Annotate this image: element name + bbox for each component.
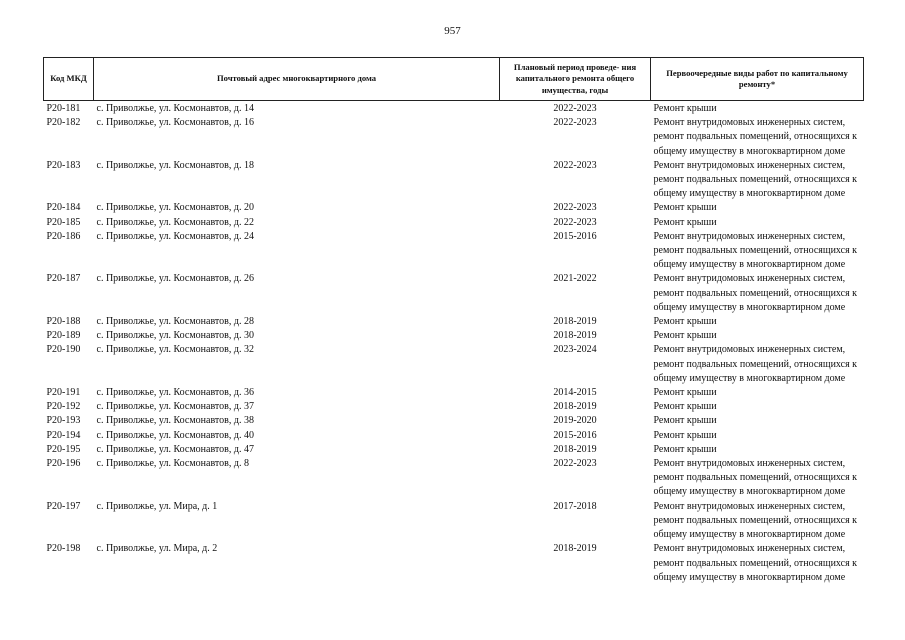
repair-work-line: Ремонт крыши bbox=[653, 103, 717, 114]
repair-work-line: ремонт подвальных помещений, относящихся к bbox=[653, 514, 858, 526]
building-address: с. Приволжье, ул. Космонавтов, д. 16 bbox=[96, 117, 254, 129]
repair-work-line: Ремонт крыши bbox=[653, 415, 717, 427]
building-address: с. Приволжье, ул. Космонавтов, д. 14 bbox=[96, 103, 254, 114]
repair-works bbox=[651, 315, 864, 329]
building-code: Р20-198 bbox=[46, 543, 81, 555]
building-code: Р20-183 bbox=[46, 159, 81, 171]
building-address: с. Приволжье, ул. Космонавтов, д. 47 bbox=[96, 443, 254, 455]
repair-works bbox=[651, 400, 864, 414]
repair-works bbox=[651, 429, 864, 443]
building-address: с. Приволжье, ул. Мира, д. 1 bbox=[96, 500, 218, 512]
building-code: Р20-192 bbox=[46, 401, 81, 413]
header-code: Код МКД bbox=[44, 58, 94, 101]
building-address: с. Приволжье, ул. Космонавтов, д. 24 bbox=[96, 230, 254, 242]
building-code: Р20-196 bbox=[46, 458, 81, 470]
repair-period: 2018-2019 bbox=[553, 543, 597, 555]
repair-work-line: общему имуществу в многоквартирном доме bbox=[653, 372, 846, 384]
building-address: с. Приволжье, ул. Космонавтов, д. 28 bbox=[96, 316, 254, 328]
repair-work-line: Ремонт внутридомовых инженерных систем, bbox=[653, 230, 846, 242]
repair-works bbox=[651, 329, 864, 343]
building-code: Р20-193 bbox=[46, 415, 81, 427]
repair-work-line: Ремонт крыши bbox=[653, 316, 717, 328]
table-row bbox=[44, 201, 864, 215]
building-code: Р20-197 bbox=[46, 500, 81, 512]
repair-work-line: Ремонт крыши bbox=[653, 216, 717, 228]
repair-period: 2018-2019 bbox=[553, 443, 597, 455]
building-address: с. Приволжье, ул. Космонавтов, д. 40 bbox=[96, 429, 254, 441]
repair-period: 2018-2019 bbox=[553, 330, 597, 342]
repair-work-line: Ремонт внутридомовых инженерных систем, bbox=[653, 159, 846, 171]
repair-work-line: Ремонт внутридомовых инженерных систем, bbox=[653, 273, 846, 285]
header-period: Плановый период проведе- ния капитального ремонта общего имущества, годы bbox=[500, 58, 651, 101]
repair-period: 2021-2022 bbox=[553, 273, 597, 285]
building-address: с. Приволжье, ул. Космонавтов, д. 32 bbox=[96, 344, 254, 356]
building-code: Р20-187 bbox=[46, 273, 81, 285]
repair-work-line: Ремонт крыши bbox=[653, 387, 717, 399]
repair-period: 2022-2023 bbox=[553, 103, 597, 114]
repair-work-line: общему имуществу в многоквартирном доме bbox=[653, 145, 846, 157]
repair-period: 2014-2015 bbox=[553, 387, 597, 399]
repair-period: 2017-2018 bbox=[553, 500, 597, 512]
header-works: Первоочередные виды работ по капитальному ремонту* bbox=[651, 58, 864, 101]
building-address: с. Приволжье, ул. Космонавтов, д. 38 bbox=[96, 415, 254, 427]
repair-period: 2019-2020 bbox=[553, 415, 597, 427]
building-address: с. Приволжье, ул. Космонавтов, д. 30 bbox=[96, 330, 254, 342]
building-code: Р20-185 bbox=[46, 216, 81, 228]
building-address: с. Приволжье, ул. Космонавтов, д. 18 bbox=[96, 159, 254, 171]
repair-work-line: ремонт подвальных помещений, относящихся к bbox=[653, 287, 858, 299]
table-row bbox=[44, 542, 864, 585]
repair-period: 2023-2024 bbox=[553, 344, 597, 356]
repair-work-line: Ремонт внутридомовых инженерных систем, bbox=[653, 543, 846, 555]
repair-work-line: Ремонт крыши bbox=[653, 330, 717, 342]
building-address: с. Приволжье, ул. Космонавтов, д. 20 bbox=[96, 202, 254, 214]
repair-work-line: общему имуществу в многоквартирном доме bbox=[653, 486, 846, 498]
building-code: Р20-194 bbox=[46, 429, 81, 441]
repair-work-line: Ремонт крыши bbox=[653, 401, 717, 413]
building-code: Р20-195 bbox=[46, 443, 81, 455]
table-row bbox=[44, 230, 864, 273]
table-row bbox=[44, 315, 864, 329]
repair-work-line: Ремонт внутридомовых инженерных систем, bbox=[653, 500, 846, 512]
building-code: Р20-181 bbox=[46, 103, 81, 114]
table-row bbox=[44, 116, 864, 159]
building-repair-table bbox=[43, 57, 864, 585]
repair-work-line: общему имуществу в многоквартирном доме bbox=[653, 188, 846, 200]
table-row bbox=[44, 216, 864, 230]
repair-works bbox=[651, 272, 864, 315]
table-row bbox=[44, 400, 864, 414]
table-header bbox=[44, 58, 864, 101]
repair-works bbox=[651, 159, 864, 202]
repair-works bbox=[651, 414, 864, 428]
repair-works bbox=[651, 216, 864, 230]
repair-works bbox=[651, 500, 864, 543]
building-address: с. Приволжье, ул. Космонавтов, д. 37 bbox=[96, 401, 254, 413]
table-row bbox=[44, 429, 864, 443]
page-number: 957 bbox=[444, 25, 461, 37]
building-code: Р20-186 bbox=[46, 230, 81, 242]
building-code: Р20-189 bbox=[46, 330, 81, 342]
table-row bbox=[44, 457, 864, 500]
building-address: с. Приволжье, ул. Космонавтов, д. 36 bbox=[96, 387, 254, 399]
repair-period: 2015-2016 bbox=[553, 230, 597, 242]
building-address: с. Приволжье, ул. Мира, д. 2 bbox=[96, 543, 218, 555]
repair-work-line: Ремонт крыши bbox=[653, 429, 717, 441]
repair-works bbox=[651, 201, 864, 215]
repair-work-line: общему имуществу в многоквартирном доме bbox=[653, 529, 846, 541]
repair-works bbox=[651, 101, 864, 117]
table-row bbox=[44, 343, 864, 386]
building-address: с. Приволжье, ул. Космонавтов, д. 22 bbox=[96, 216, 254, 228]
repair-work-line: ремонт подвальных помещений, относящихся к bbox=[653, 472, 858, 484]
repair-work-line: общему имуществу в многоквартирном доме bbox=[653, 301, 846, 313]
repair-work-line: ремонт подвальных помещений, относящихся к bbox=[653, 358, 858, 370]
table-row bbox=[44, 101, 864, 117]
building-address: с. Приволжье, ул. Космонавтов, д. 8 bbox=[96, 458, 249, 470]
header-address: Почтовый адрес многоквартирного дома bbox=[94, 58, 500, 101]
table-row bbox=[44, 329, 864, 343]
repair-works bbox=[651, 542, 864, 585]
repair-period: 2022-2023 bbox=[553, 117, 597, 129]
table-row bbox=[44, 443, 864, 457]
building-code: Р20-188 bbox=[46, 316, 81, 328]
building-address: с. Приволжье, ул. Космонавтов, д. 26 bbox=[96, 273, 254, 285]
repair-period: 2022-2023 bbox=[553, 216, 597, 228]
repair-work-line: Ремонт внутридомовых инженерных систем, bbox=[653, 458, 846, 470]
repair-works bbox=[651, 343, 864, 386]
repair-works bbox=[651, 457, 864, 500]
repair-period: 2022-2023 bbox=[553, 159, 597, 171]
repair-work-line: общему имуществу в многоквартирном доме bbox=[653, 259, 846, 271]
building-code: Р20-182 bbox=[46, 117, 81, 129]
repair-work-line: Ремонт крыши bbox=[653, 443, 717, 455]
repair-work-line: Ремонт крыши bbox=[653, 202, 717, 214]
table-row bbox=[44, 414, 864, 428]
building-code: Р20-190 bbox=[46, 344, 81, 356]
repair-work-line: общему имуществу в многоквартирном доме bbox=[653, 571, 846, 583]
table-row bbox=[44, 272, 864, 315]
repair-work-line: Ремонт внутридомовых инженерных систем, bbox=[653, 344, 846, 356]
repair-works bbox=[651, 116, 864, 159]
repair-period: 2018-2019 bbox=[553, 316, 597, 328]
repair-works bbox=[651, 443, 864, 457]
table-row bbox=[44, 386, 864, 400]
repair-period: 2018-2019 bbox=[553, 401, 597, 413]
table-row bbox=[44, 500, 864, 543]
repair-works bbox=[651, 386, 864, 400]
repair-work-line: ремонт подвальных помещений, относящихся к bbox=[653, 557, 858, 569]
header-row bbox=[44, 58, 864, 101]
building-code: Р20-184 bbox=[46, 202, 81, 214]
table-body bbox=[44, 101, 864, 585]
repair-period: 2022-2023 bbox=[553, 202, 597, 214]
building-code: Р20-191 bbox=[46, 387, 81, 399]
repair-work-line: ремонт подвальных помещений, относящихся к bbox=[653, 131, 858, 143]
repair-period: 2022-2023 bbox=[553, 458, 597, 470]
repair-work-line: ремонт подвальных помещений, относящихся к bbox=[653, 174, 858, 186]
repair-period: 2015-2016 bbox=[553, 429, 597, 441]
table-row bbox=[44, 159, 864, 202]
repair-work-line: Ремонт внутридомовых инженерных систем, bbox=[653, 117, 846, 129]
repair-works bbox=[651, 230, 864, 273]
repair-work-line: ремонт подвальных помещений, относящихся к bbox=[653, 245, 858, 257]
